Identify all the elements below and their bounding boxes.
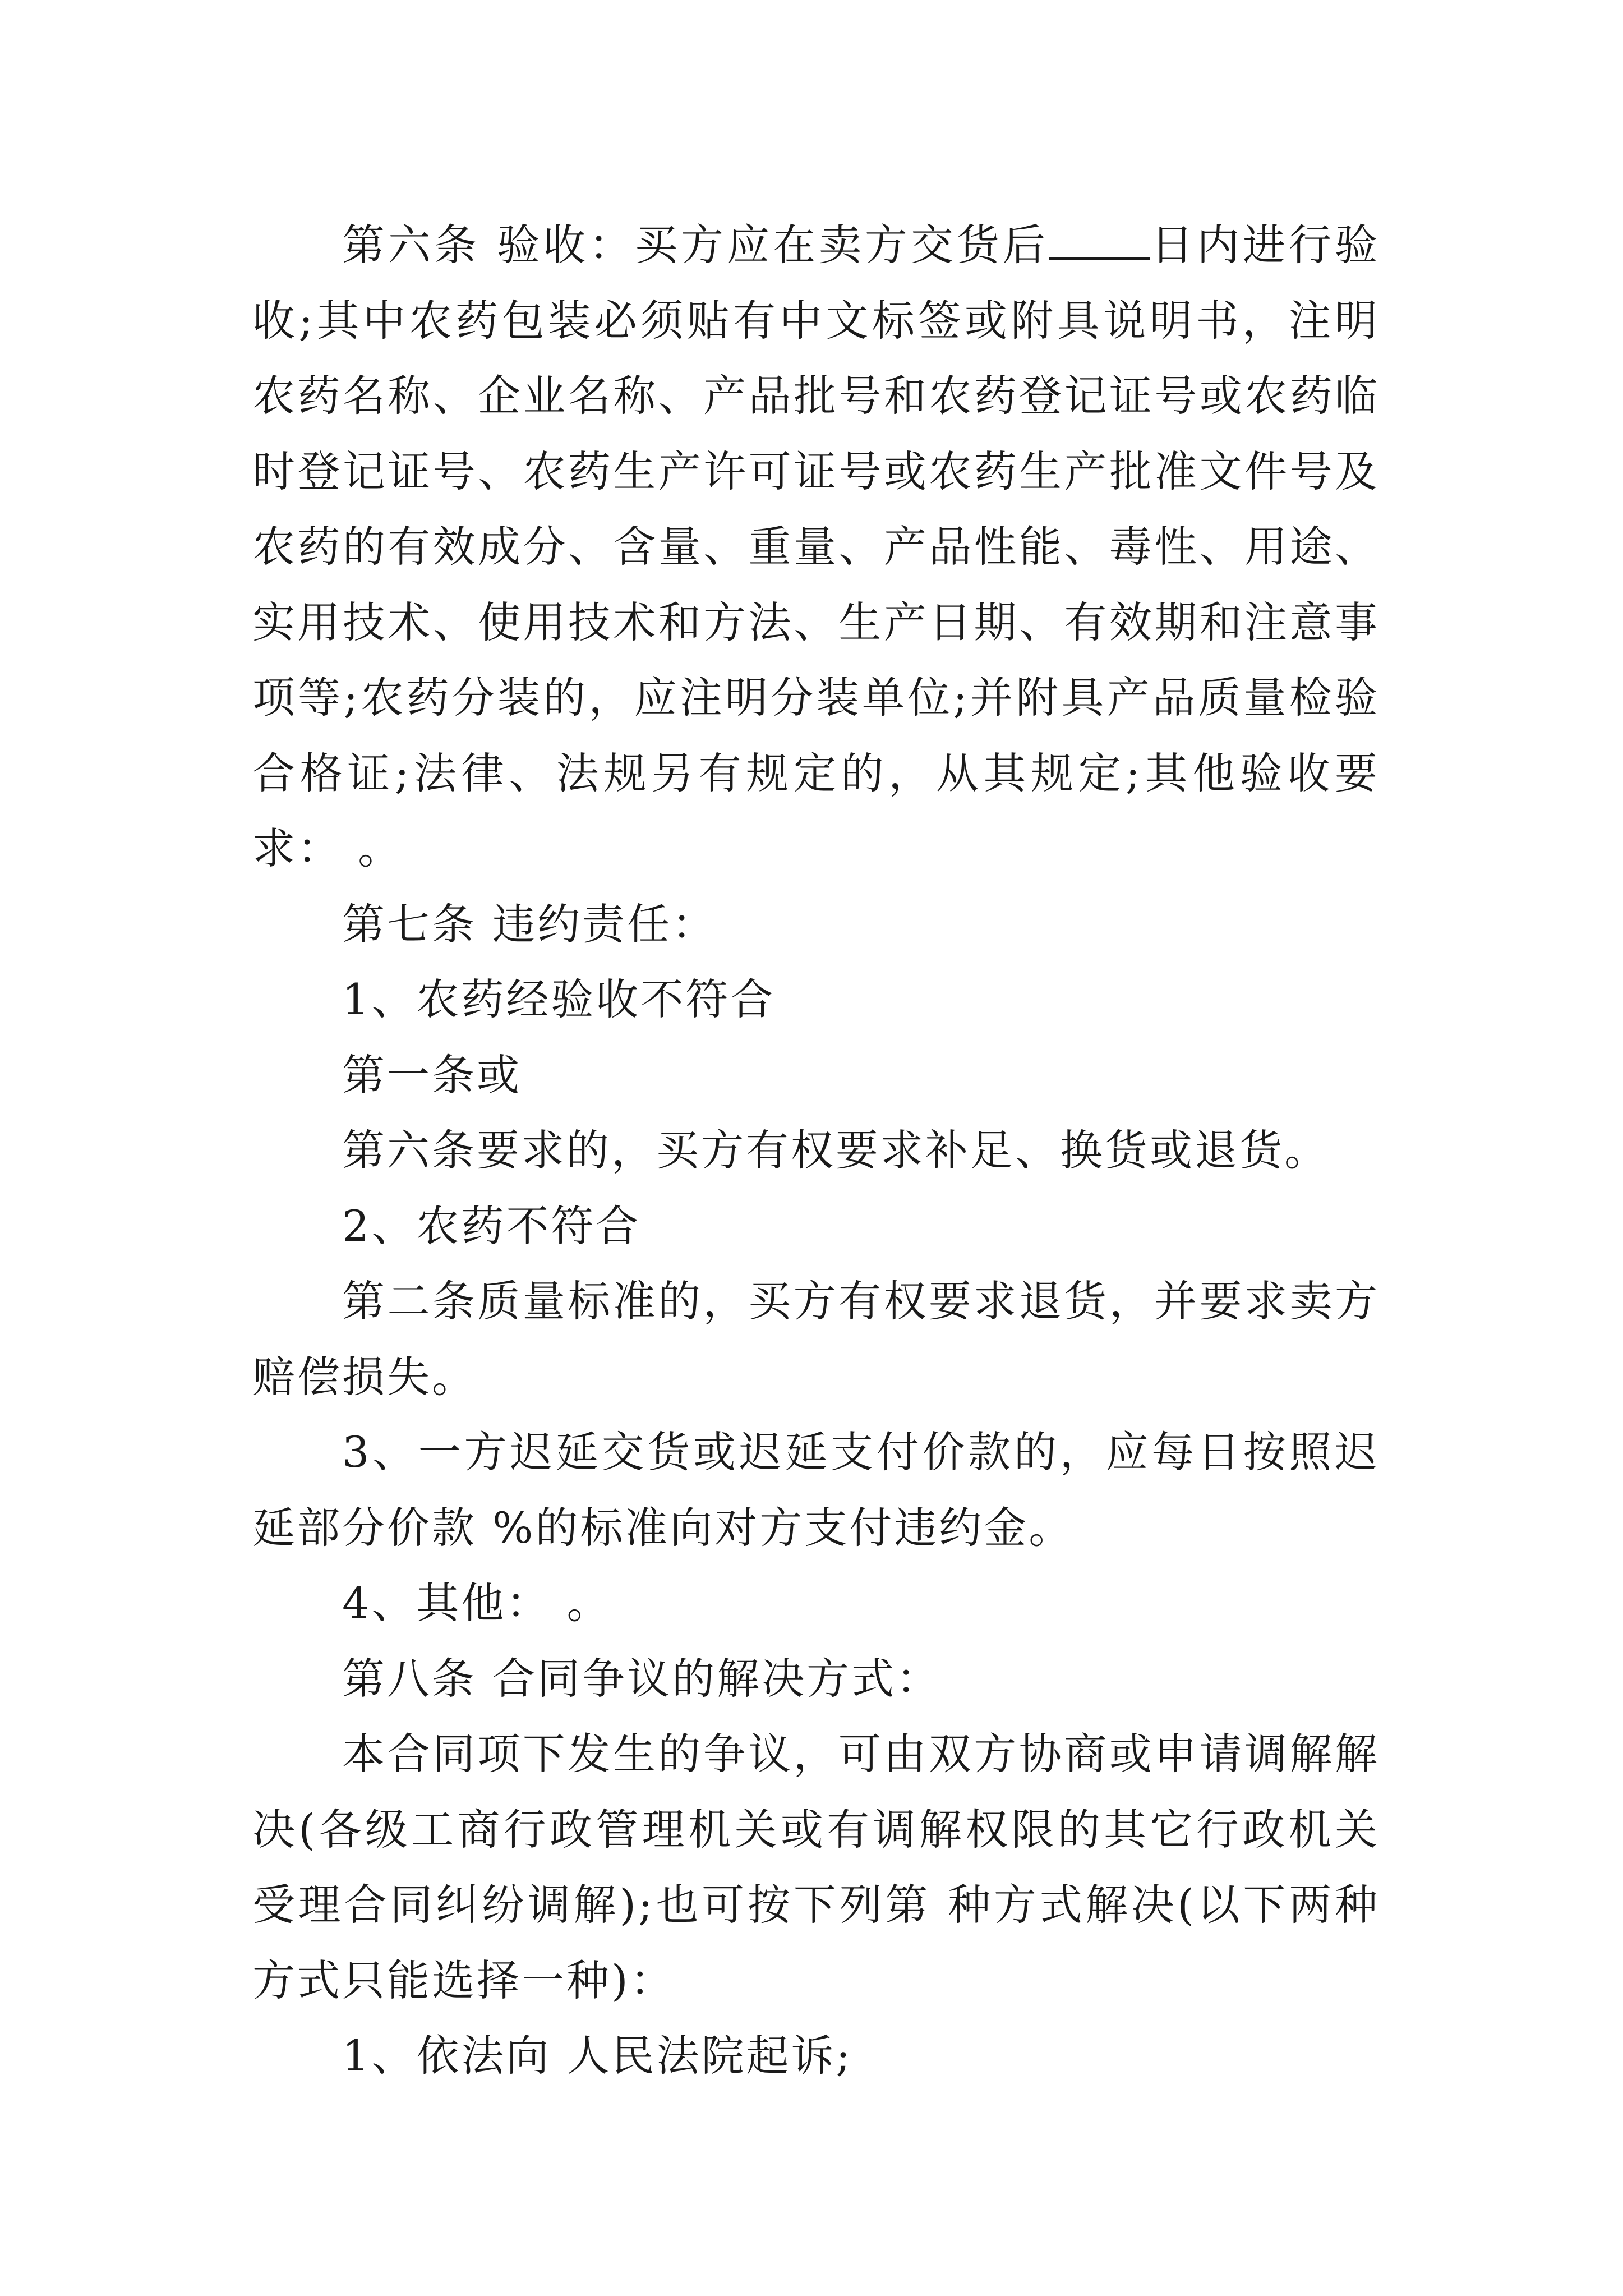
article-8-heading: 第八条 合同争议的解决方式： xyxy=(342,1653,942,1704)
article-6-text-a: 第六条 验收：买方应在卖方交货后 xyxy=(342,220,1049,270)
article-7-item-2-ref: 第二条质量标准的，买方有权要求退货，并要求卖方赔偿损失。 xyxy=(252,1276,1380,1402)
article-8-item-1: 1、依法向 人民法院起诉; xyxy=(342,2031,853,2081)
article-7-item-3: 3、一方迟延交货或迟延支付价款的，应每日按照迟延部分价款 %的标准向对方支付违约金。 xyxy=(252,1427,1380,1553)
acceptance-days-blank xyxy=(1049,222,1150,260)
article-7-item-1: 1、农药经验收不符合 xyxy=(342,974,776,1024)
article-7-item-2: 2、农药不符合 xyxy=(342,1200,641,1251)
article-8-body: 本合同项下发生的争议，可由双方协商或申请调解解决(各级工商行政管理机关或有调解权限的其它行政机关受理合同纠纷调解);也可按下列第 种方式解决(以下两种方式只能选择一种)： xyxy=(252,1729,1380,2005)
article-7-item-4: 4、其他： 。 xyxy=(342,1578,612,1628)
article-7-item-1-ref-2: 第六条要求的，买方有权要求补足、换货或退货。 xyxy=(342,1125,1329,1175)
document-body xyxy=(252,208,1380,2094)
article-7-item-1-ref-1: 第一条或 xyxy=(342,1050,522,1100)
article-6-text-b: 日内进行验收;其中农药包装必须贴有中文标签或附具说明书，注明农药名称、企业名称、产品批号和农药登记证号或农药临时登记证号、农药生产许可证号或农药生产批准文件号及农药的有效成分、含量、重量、产品性能、毒性、用途、实用技术、使用技术和方法、生产日期、有效期和注意事项等;农药分装的，应注明分装单位;并附具产品质量检验合格证;法律、法规另有规定的，从其规定;其他验收要求： 。 xyxy=(252,220,1380,873)
article-6-paragraph xyxy=(252,208,1380,887)
article-7-heading: 第七条 违约责任： xyxy=(342,899,717,949)
